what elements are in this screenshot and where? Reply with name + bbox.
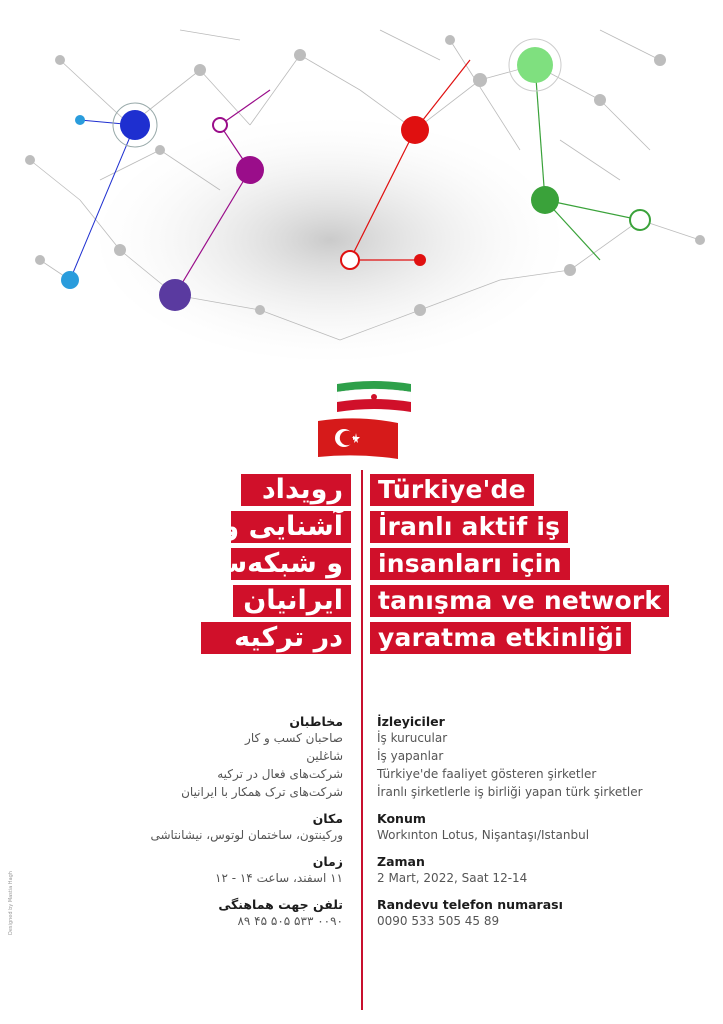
iran-flag-icon [337, 380, 411, 416]
audience-heading: مخاطبان [289, 714, 343, 729]
title-tr-line: Türkiye'de [370, 474, 534, 506]
location-heading: Konum [377, 811, 426, 826]
phone-heading: Randevu telefon numarası [377, 897, 563, 912]
time-value: ۱۱ اسفند، ساعت ۱۴ - ۱۲ [215, 871, 343, 885]
time-value: 2 Mart, 2022, Saat 12-14 [377, 871, 528, 885]
phone-heading: تلفن جهت هماهنگی [218, 897, 343, 912]
location-value: ورکینتون، ساختمان لوتوس، نیشانتاشی [150, 828, 343, 842]
title-fa-line: ایرانیان فعال [233, 585, 351, 617]
center-divider [361, 470, 363, 1010]
title-tr-line: tanışma ve network [370, 585, 669, 617]
title-fa-line: در ترکیه [201, 622, 351, 654]
audience-item: İş yapanlar [377, 749, 444, 763]
title-fa-line: و شبکه‌سازی [231, 548, 351, 580]
audience-item: İş kurucular [377, 731, 448, 745]
audience-item: شرکت‌های ترک همکار با ایرانیان [181, 785, 343, 799]
title-persian [167, 474, 351, 659]
title-fa-line: رویداد [241, 474, 351, 506]
phone-value: ۰۰۹۰ ۵۳۳ ۵۰۵ ۴۵ ۸۹ [237, 914, 343, 928]
location-value: Workınton Lotus, Nişantaşı/Istanbul [377, 828, 590, 842]
details-turkish [377, 710, 707, 940]
time-heading: Zaman [377, 854, 425, 869]
audience-item: İranlı şirketlerle iş birliği yapan türk şirketler [377, 785, 643, 799]
title-fa-line: آشنایی و [231, 511, 351, 543]
title-tr-line: yaratma etkinliği [370, 622, 631, 654]
designer-credit: Designed by Mastia Hagh [8, 871, 14, 935]
location-heading: مکان [312, 811, 343, 826]
phone-value: 0090 533 505 45 89 [377, 914, 500, 928]
audience-heading: İzleyiciler [377, 714, 445, 729]
turkey-flag-icon [318, 417, 398, 461]
title-turkish [370, 474, 669, 659]
details-persian [33, 710, 343, 940]
network-hero-illustration [0, 0, 723, 380]
audience-item: شرکت‌های فعال در ترکیه [217, 767, 343, 781]
audience-item: شاغلین [306, 749, 343, 763]
title-tr-line: İranlı aktif iş [370, 511, 568, 543]
audience-item: Türkiye'de faaliyet gösteren şirketler [377, 767, 597, 781]
title-tr-line: insanları için [370, 548, 570, 580]
time-heading: زمان [312, 854, 343, 869]
audience-item: صاحبان کسب و کار [245, 731, 343, 745]
